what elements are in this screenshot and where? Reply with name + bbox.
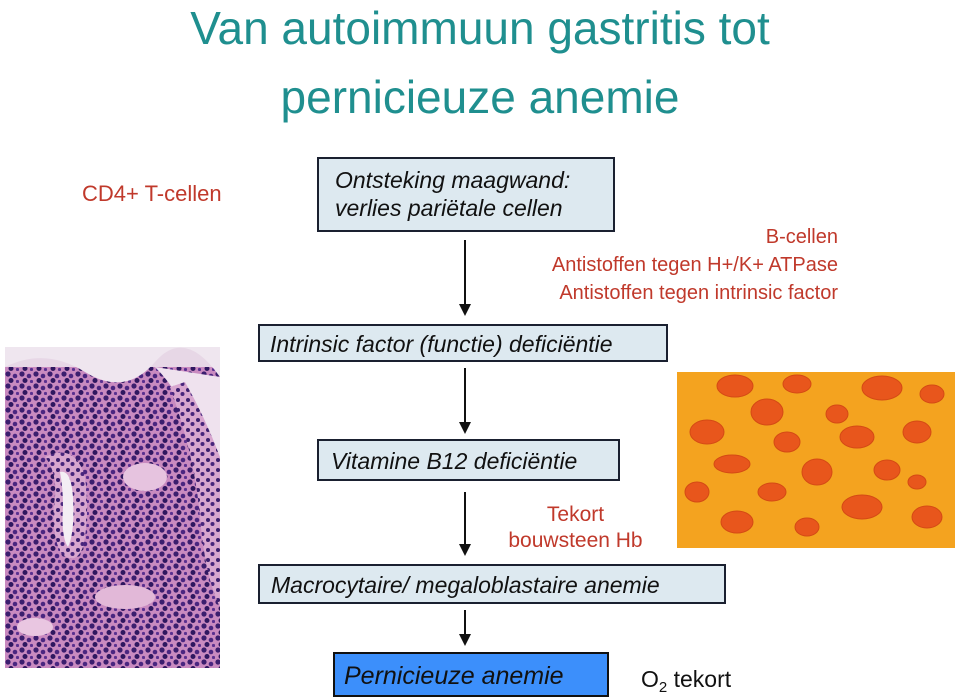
b-cells-line2: Antistoffen tegen intrinsic factor xyxy=(559,282,838,304)
o2-shortage-label xyxy=(641,666,731,696)
hb-note-line2: bouwsteen Hb xyxy=(508,529,643,552)
blood-smear-macrocytes-image xyxy=(677,372,955,548)
inflammation-box xyxy=(317,157,615,232)
pernicious-anemia-box: Pernicieuze anemie xyxy=(333,652,609,697)
cd4-t-cells-label: CD4+ T-cellen xyxy=(82,181,222,206)
o2-suffix: tekort xyxy=(667,666,732,692)
b-cells-note xyxy=(552,223,838,307)
hb-building-block-note xyxy=(498,502,653,554)
slide-title-line2: pernicieuze anemie xyxy=(280,71,680,123)
arrow-down-icon xyxy=(459,610,471,646)
o2-subscript: 2 xyxy=(658,679,668,696)
histology-gastric-mucosa-image xyxy=(5,347,220,668)
hb-note-line1: Tekort xyxy=(546,503,605,526)
arrow-down-icon xyxy=(459,368,471,434)
o2-prefix: O xyxy=(641,666,659,692)
b-cells-line1: Antistoffen tegen H+/K+ ATPase xyxy=(551,254,838,276)
slide-title-line1: Van autoimmuun gastritis tot xyxy=(190,2,770,54)
inflammation-line1: Ontsteking maagwand: xyxy=(335,167,571,193)
b-cells-heading: B-cellen xyxy=(765,226,838,248)
arrow-down-icon xyxy=(459,492,471,556)
arrow-down-icon xyxy=(459,240,471,316)
intrinsic-factor-box: Intrinsic factor (functie) deficiëntie xyxy=(258,324,668,362)
inflammation-line2: verlies pariëtale cellen xyxy=(335,195,563,221)
macrocytic-anemia-box: Macrocytaire/ megaloblastaire anemie xyxy=(258,564,726,604)
b12-deficiency-box: Vitamine B12 deficiëntie xyxy=(317,439,620,481)
